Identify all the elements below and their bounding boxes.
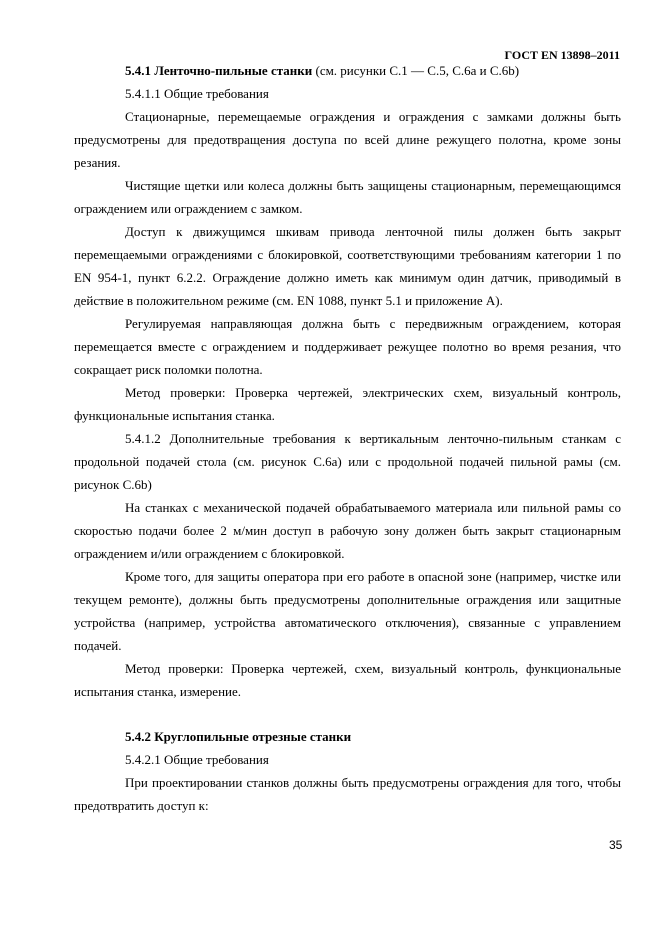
paragraph: Стационарные, перемещаемые ограждения и ограждения с замками должны быть предусмотрены для предотвращения доступа по всей длине режущего полотна, кроме зоны резания. bbox=[74, 109, 621, 170]
section-5-4-1-heading bbox=[74, 59, 621, 82]
paragraph: На станках с механической подачей обрабатываемого материала или пильной рамы со скоростью подачи более 2 м/мин доступ в рабочую зону должен быть закрыт стационарным ограждением и/или ограждением с блокировкой. bbox=[74, 500, 621, 561]
subsection-5-4-1-2-heading: 5.4.1.2 Дополнительные требования к вертикальным ленточно-пильным станкам с продольной подачей стола (см. рисунок С.6a) или с продольной подачей пильной рамы (см. рисунок С.6b) bbox=[74, 431, 621, 492]
paragraph: Метод проверки: Проверка чертежей, схем, визуальный контроль, функциональные испытания станка, измерение. bbox=[74, 661, 621, 699]
subsection-5-4-1-1-heading: 5.4.1.1 Общие требования bbox=[125, 86, 269, 101]
section-5-4-2-heading bbox=[74, 725, 621, 748]
section-spacer bbox=[74, 703, 621, 725]
paragraph: Доступ к движущимся шкивам привода ленточной пилы должен быть закрыт перемещаемыми ограждениями с блокировкой, соответствующими требованиям категории 1 по EN 954-1, пункт 6.2.2. Ограждение должно иметь как минимум один датчик, приводимый в действие в положительном режиме (см. EN 1088, пункт 5.1 и приложение А). bbox=[74, 224, 621, 308]
figure-reference: (см. рисунки С.1 — С.5, С.6a и С.6b) bbox=[312, 63, 520, 78]
paragraph: Метод проверки: Проверка чертежей, электрических схем, визуальный контроль, функциональные испытания станка. bbox=[74, 385, 621, 423]
subsection-5-4-2-1-heading: 5.4.2.1 Общие требования bbox=[125, 752, 269, 767]
section-title: 5.4.2 Круглопильные отрезные станки bbox=[125, 729, 352, 744]
paragraph: Регулируемая направляющая должна быть с передвижным ограждением, которая перемещается вместе с ограждением и поддерживает режущее полотно во время резания, что сокращает риск поломки полотна. bbox=[74, 316, 621, 377]
page-number: 35 bbox=[609, 838, 623, 852]
document-code-header: ГОСТ EN 13898–2011 bbox=[504, 48, 620, 62]
paragraph: Чистящие щетки или колеса должны быть защищены стационарным, перемещающимся ограждением или ограждением с замком. bbox=[74, 178, 621, 216]
document-body bbox=[74, 59, 621, 817]
paragraph: Кроме того, для защиты оператора при его работе в опасной зоне (например, чистке или текущем ремонте), должны быть предусмотрены дополнительные ограждения или защитные устройства (например, устройства автоматического отключения), связанные с управлением подачей. bbox=[74, 569, 621, 653]
section-title: Ленточно-пильные станки bbox=[154, 63, 313, 78]
paragraph: При проектировании станков должны быть предусмотрены ограждения для того, чтобы предотвратить доступ к: bbox=[74, 775, 621, 813]
section-number: 5.4.1 bbox=[125, 63, 151, 78]
